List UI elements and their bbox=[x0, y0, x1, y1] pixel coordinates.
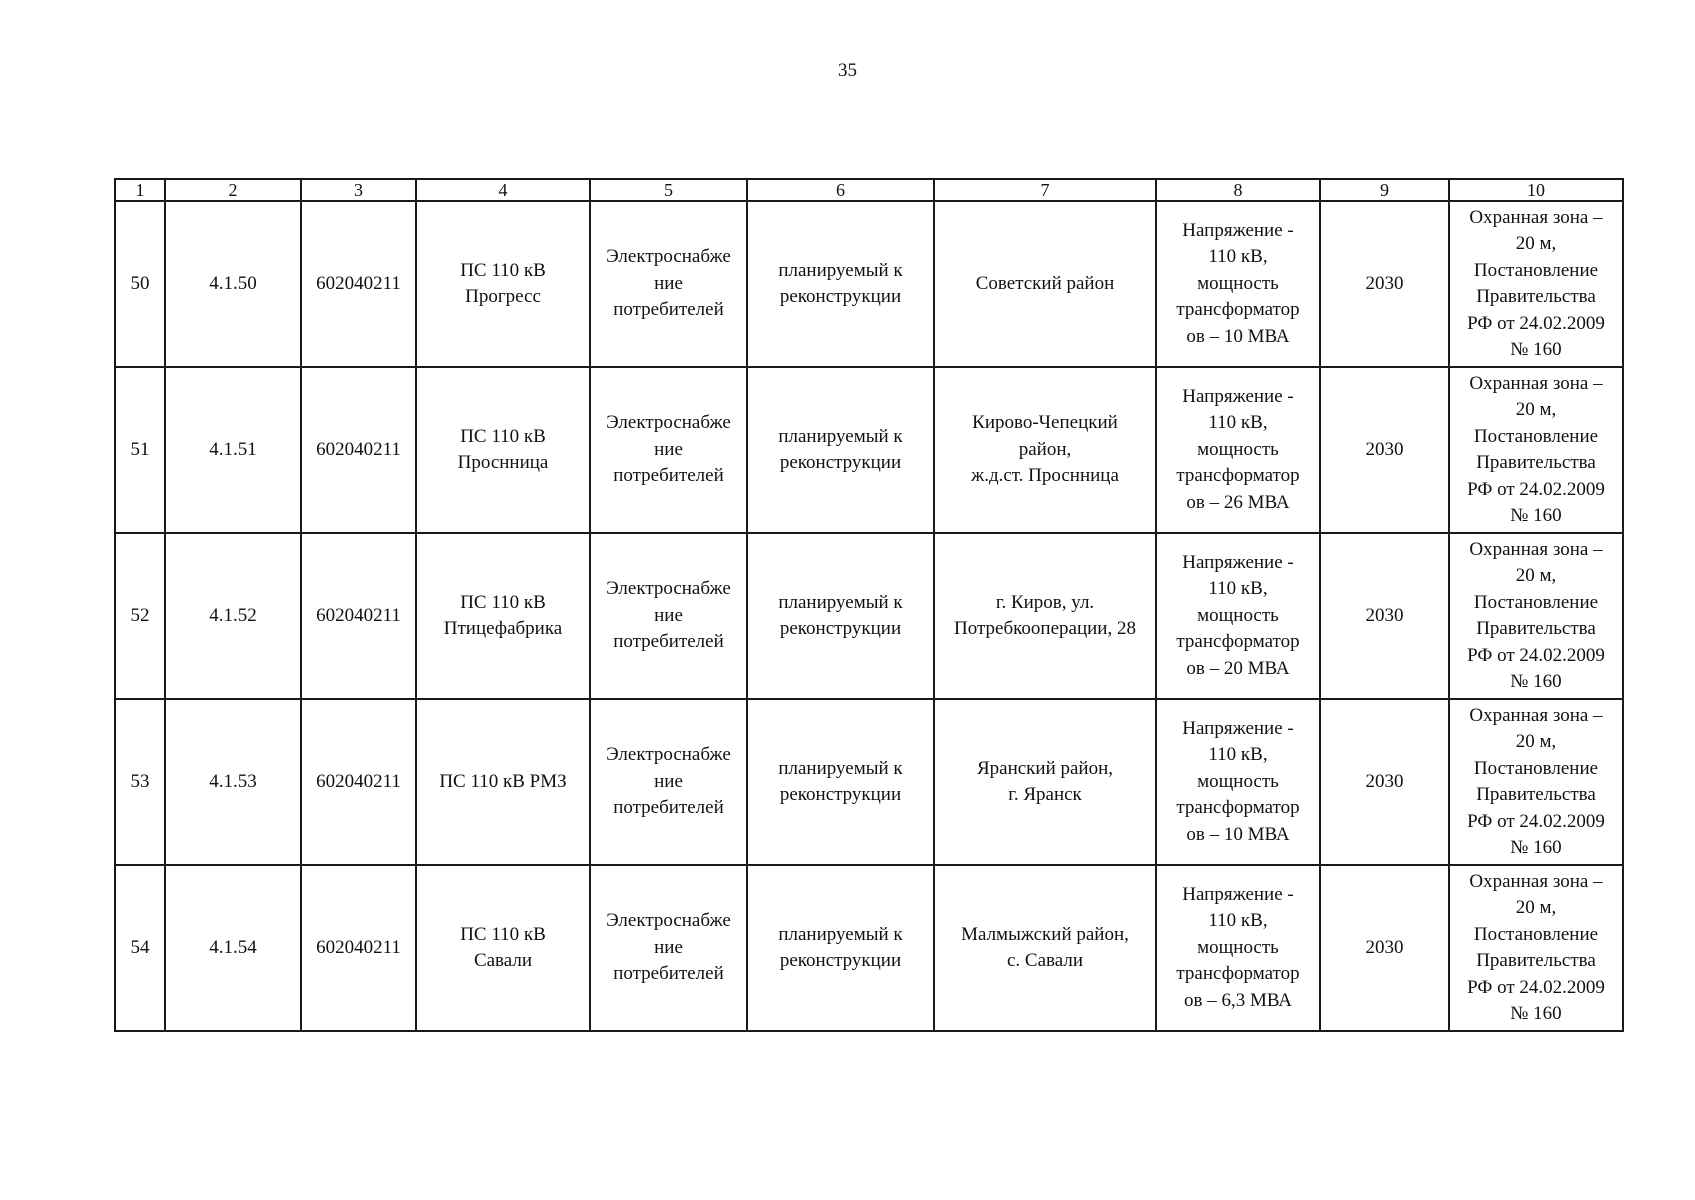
cell-line: Охранная зона – bbox=[1469, 870, 1603, 892]
column-header-3: 3 bbox=[301, 179, 416, 201]
item-code-cell: 4.1.52 bbox=[165, 533, 301, 699]
cell-line: ние bbox=[654, 272, 683, 294]
cell-line: Правительства bbox=[1476, 618, 1596, 639]
object-id-cell: 602040211 bbox=[301, 533, 416, 699]
cell-line: № 160 bbox=[1510, 837, 1562, 858]
cell-line: Напряжение - bbox=[1182, 717, 1294, 739]
year-cell: 2030 bbox=[1320, 367, 1449, 533]
table-row bbox=[115, 533, 1623, 699]
page-number: 35 bbox=[838, 60, 857, 81]
purpose-cell bbox=[590, 367, 747, 533]
cell-line: ПС 110 кВ bbox=[460, 425, 546, 447]
cell-line: Птицефабрика bbox=[443, 618, 563, 639]
cell-line: ПС 110 кВ bbox=[460, 591, 546, 613]
object-name-cell bbox=[416, 865, 590, 1031]
cell-line: Правительства bbox=[1476, 950, 1596, 971]
row-number-cell: 50 bbox=[115, 201, 165, 367]
cell-line: ов – 26 МВА bbox=[1186, 491, 1290, 513]
cell-line: трансформатор bbox=[1176, 797, 1300, 819]
cell-line: Советский район bbox=[975, 272, 1115, 294]
cell-line: трансформатор bbox=[1176, 631, 1300, 653]
cell-line: Потребкооперации, 28 bbox=[954, 618, 1136, 639]
table-row bbox=[115, 699, 1623, 865]
cell-line: Напряжение - bbox=[1182, 385, 1294, 407]
status-cell bbox=[747, 533, 934, 699]
cell-line: ние bbox=[654, 604, 683, 626]
location-cell bbox=[934, 367, 1156, 533]
cell-line: реконструкции bbox=[779, 618, 902, 639]
table-body bbox=[115, 201, 1623, 1031]
cell-line: мощность bbox=[1197, 936, 1279, 958]
location-cell bbox=[934, 533, 1156, 699]
cell-line: Охранная зона – bbox=[1469, 704, 1603, 726]
cell-line: 110 кВ, bbox=[1208, 910, 1268, 932]
cell-line: 20 м, bbox=[1515, 565, 1557, 586]
cell-line: потребителей bbox=[613, 631, 724, 653]
cell-line: Проснница bbox=[457, 452, 549, 473]
cell-line: потребителей bbox=[613, 963, 724, 985]
purpose-cell bbox=[590, 201, 747, 367]
column-header-10: 10 bbox=[1449, 179, 1623, 201]
column-header-4: 4 bbox=[416, 179, 590, 201]
object-id-cell: 602040211 bbox=[301, 367, 416, 533]
table-row bbox=[115, 201, 1623, 367]
cell-line: Постановление bbox=[1473, 425, 1599, 447]
status-cell bbox=[747, 699, 934, 865]
cell-line: № 160 bbox=[1510, 505, 1562, 526]
object-id-cell: 602040211 bbox=[301, 865, 416, 1031]
cell-line: планируемый к bbox=[778, 757, 903, 779]
cell-line: район, bbox=[1018, 438, 1072, 460]
purpose-cell bbox=[590, 533, 747, 699]
protection-zone-cell bbox=[1449, 865, 1623, 1031]
row-number-cell: 51 bbox=[115, 367, 165, 533]
status-cell bbox=[747, 865, 934, 1031]
cell-line: № 160 bbox=[1510, 1003, 1562, 1024]
cell-line: мощность bbox=[1197, 604, 1279, 626]
year-cell: 2030 bbox=[1320, 201, 1449, 367]
cell-line: планируемый к bbox=[778, 923, 903, 945]
specs-cell bbox=[1156, 533, 1320, 699]
protection-zone-cell bbox=[1449, 201, 1623, 367]
cell-line: Электроснабже bbox=[606, 910, 731, 932]
cell-line: мощность bbox=[1197, 770, 1279, 792]
cell-line: ние bbox=[654, 770, 683, 792]
row-number-cell: 52 bbox=[115, 533, 165, 699]
column-header-8: 8 bbox=[1156, 179, 1320, 201]
cell-line: ПС 110 кВ bbox=[460, 923, 546, 945]
cell-line: 20 м, bbox=[1515, 233, 1557, 254]
cell-line: РФ от 24.02.2009 bbox=[1467, 810, 1605, 832]
cell-line: Электроснабже bbox=[606, 578, 731, 600]
cell-line: ПС 110 кВ bbox=[460, 259, 546, 281]
cell-line: ПС 110 кВ РМЗ bbox=[439, 770, 567, 792]
object-id-cell: 602040211 bbox=[301, 699, 416, 865]
cell-line: Напряжение - bbox=[1182, 883, 1294, 905]
column-header-6: 6 bbox=[747, 179, 934, 201]
cell-line: Напряжение - bbox=[1182, 219, 1294, 241]
cell-line: реконструкции bbox=[779, 784, 902, 805]
status-cell bbox=[747, 201, 934, 367]
cell-line: с. Савали bbox=[1006, 950, 1083, 971]
cell-line: потребителей bbox=[613, 299, 724, 321]
cell-line: Яранский район, bbox=[976, 757, 1114, 779]
item-code-cell: 4.1.54 bbox=[165, 865, 301, 1031]
location-cell bbox=[934, 201, 1156, 367]
cell-line: 110 кВ, bbox=[1208, 578, 1268, 600]
cell-line: ов – 10 МВА bbox=[1186, 325, 1290, 347]
cell-line: потребителей bbox=[613, 797, 724, 819]
object-name-cell bbox=[416, 367, 590, 533]
cell-line: планируемый к bbox=[778, 425, 903, 447]
cell-line: № 160 bbox=[1510, 339, 1562, 360]
cell-line: ов – 10 МВА bbox=[1186, 823, 1290, 845]
cell-line: РФ от 24.02.2009 bbox=[1467, 312, 1605, 334]
cell-line: г. Яранск bbox=[1008, 784, 1082, 805]
cell-line: планируемый к bbox=[778, 591, 903, 613]
cell-line: РФ от 24.02.2009 bbox=[1467, 976, 1605, 998]
cell-line: потребителей bbox=[613, 465, 724, 487]
cell-line: реконструкции bbox=[779, 950, 902, 971]
cell-line: планируемый к bbox=[778, 259, 903, 281]
object-name-cell bbox=[416, 533, 590, 699]
column-header-9: 9 bbox=[1320, 179, 1449, 201]
cell-line: г. Киров, ул. bbox=[995, 591, 1095, 613]
cell-line: трансформатор bbox=[1176, 465, 1300, 487]
cell-line: Правительства bbox=[1476, 784, 1596, 805]
substations-table bbox=[114, 178, 1624, 1032]
cell-line: Постановление bbox=[1473, 591, 1599, 613]
cell-line: мощность bbox=[1197, 438, 1279, 460]
specs-cell bbox=[1156, 865, 1320, 1031]
cell-line: реконструкции bbox=[779, 286, 902, 307]
row-number-cell: 53 bbox=[115, 699, 165, 865]
table-row bbox=[115, 865, 1623, 1031]
purpose-cell bbox=[590, 865, 747, 1031]
protection-zone-cell bbox=[1449, 533, 1623, 699]
cell-line: 110 кВ, bbox=[1208, 412, 1268, 434]
cell-line: трансформатор bbox=[1176, 299, 1300, 321]
cell-line: Электроснабже bbox=[606, 744, 731, 766]
cell-line: Савали bbox=[473, 950, 533, 971]
cell-line: Правительства bbox=[1476, 452, 1596, 473]
cell-line: Электроснабже bbox=[606, 412, 731, 434]
object-id-cell: 602040211 bbox=[301, 201, 416, 367]
cell-line: РФ от 24.02.2009 bbox=[1467, 478, 1605, 500]
cell-line: Постановление bbox=[1473, 923, 1599, 945]
object-name-cell bbox=[416, 699, 590, 865]
year-cell: 2030 bbox=[1320, 533, 1449, 699]
column-header-5: 5 bbox=[590, 179, 747, 201]
item-code-cell: 4.1.50 bbox=[165, 201, 301, 367]
cell-line: 20 м, bbox=[1515, 731, 1557, 752]
cell-line: ж.д.ст. Проснница bbox=[971, 465, 1119, 487]
column-header-2: 2 bbox=[165, 179, 301, 201]
location-cell bbox=[934, 699, 1156, 865]
cell-line: Прогресс bbox=[465, 286, 541, 307]
cell-line: Правительства bbox=[1476, 286, 1596, 307]
cell-line: Охранная зона – bbox=[1469, 538, 1603, 560]
cell-line: Охранная зона – bbox=[1469, 372, 1603, 394]
cell-line: трансформатор bbox=[1176, 963, 1300, 985]
protection-zone-cell bbox=[1449, 367, 1623, 533]
cell-line: РФ от 24.02.2009 bbox=[1467, 644, 1605, 666]
column-header-1: 1 bbox=[115, 179, 165, 201]
status-cell bbox=[747, 367, 934, 533]
cell-line: Постановление bbox=[1473, 757, 1599, 779]
cell-line: 20 м, bbox=[1515, 399, 1557, 420]
purpose-cell bbox=[590, 699, 747, 865]
column-header-7: 7 bbox=[934, 179, 1156, 201]
item-code-cell: 4.1.51 bbox=[165, 367, 301, 533]
object-name-cell bbox=[416, 201, 590, 367]
cell-line: № 160 bbox=[1510, 671, 1562, 692]
cell-line: реконструкции bbox=[779, 452, 902, 473]
table-row bbox=[115, 367, 1623, 533]
specs-cell bbox=[1156, 699, 1320, 865]
cell-line: Постановление bbox=[1473, 259, 1599, 281]
cell-line: Электроснабже bbox=[606, 246, 731, 268]
cell-line: мощность bbox=[1197, 272, 1279, 294]
column-number-row bbox=[115, 179, 1623, 201]
cell-line: ов – 20 МВА bbox=[1186, 657, 1290, 679]
specs-cell bbox=[1156, 367, 1320, 533]
cell-line: 20 м, bbox=[1515, 897, 1557, 918]
cell-line: Охранная зона – bbox=[1469, 206, 1603, 228]
year-cell: 2030 bbox=[1320, 699, 1449, 865]
cell-line: 110 кВ, bbox=[1208, 246, 1268, 268]
cell-line: ние bbox=[654, 438, 683, 460]
location-cell bbox=[934, 865, 1156, 1031]
cell-line: ние bbox=[654, 936, 683, 958]
specs-cell bbox=[1156, 201, 1320, 367]
protection-zone-cell bbox=[1449, 699, 1623, 865]
row-number-cell: 54 bbox=[115, 865, 165, 1031]
cell-line: Кирово-Чепецкий bbox=[972, 412, 1118, 434]
cell-line: Малмыжский район, bbox=[961, 923, 1129, 945]
cell-line: 110 кВ, bbox=[1208, 744, 1268, 766]
item-code-cell: 4.1.53 bbox=[165, 699, 301, 865]
cell-line: Напряжение - bbox=[1182, 551, 1294, 573]
year-cell: 2030 bbox=[1320, 865, 1449, 1031]
cell-line: ов – 6,3 МВА bbox=[1183, 989, 1293, 1011]
